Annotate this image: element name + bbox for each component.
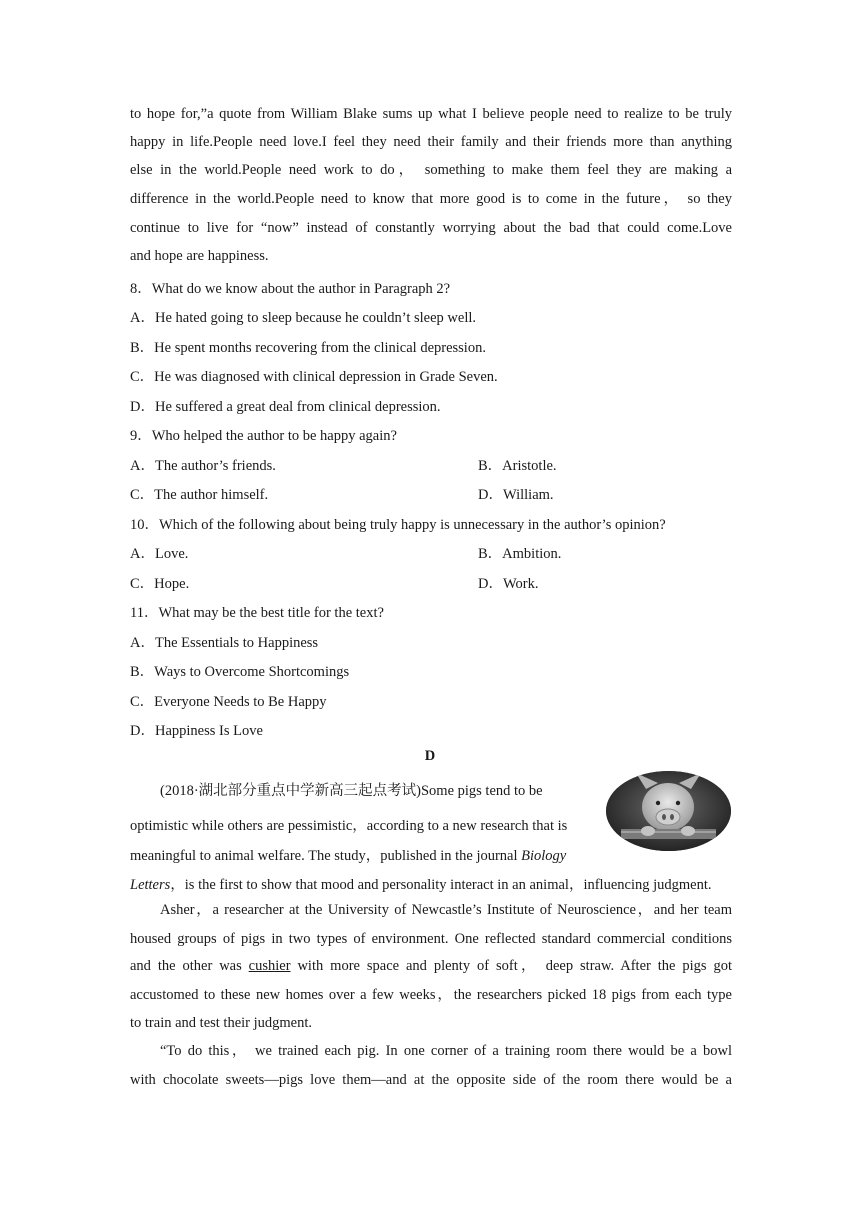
passage-d-p1-line-1: (2018·湖北部分重点中学新高三起点考试)Some pigs tend to be: [160, 783, 543, 799]
passage-d-p2-line-3-c: with more space and plenty of soft， deep straw. After the pigs got: [290, 958, 732, 974]
pig-illustration: [606, 771, 731, 851]
question-9-option-c: C．The author himself.: [130, 487, 269, 503]
passage-d-p2-line-3: [130, 952, 732, 981]
passage-d-p3-line-1: “To do this， we trained each pig. In one corner of a training room there would be a bowl: [160, 1043, 732, 1059]
passage-d-p2-line-1: Asher，a researcher at the University of Newcastle’s Institute of Neuroscience，and her team: [160, 902, 732, 918]
question-11-stem: 11．What may be the best title for the text?: [130, 605, 384, 621]
question-8-option-d: D．He suffered a great deal from clinical depression.: [130, 399, 441, 415]
underlined-word: cushier: [248, 958, 291, 974]
pig-photo: [606, 771, 731, 851]
passage-d-p1-line-3-text: meaningful to animal welfare. The study，published in the journal: [130, 848, 522, 864]
passage-d-p1-line-4-text: ，is the first to show that mood and personality interact in an animal，influencing judgment.: [170, 877, 712, 893]
question-8-stem: 8．What do we know about the author in Paragraph 2?: [130, 281, 451, 297]
passage-d-p2-line-2: housed groups of pigs in two types of environment. One reflected standard commercial conditions: [130, 931, 732, 947]
passage-d-p2-line-3-a: and the other was: [130, 958, 249, 974]
passage-d-p1-line-2: optimistic while others are pessimistic，according to a new research that is: [130, 818, 568, 834]
passage-d-p2-line-4: accustomed to these new homes over a few weeks，the researchers picked 18 pigs from each type: [130, 987, 732, 1003]
passage-d-p1-line-3: [130, 844, 566, 865]
intro-line-1: to hope for,”a quote from William Blake sums up what I believe people need to realize to be truly: [130, 106, 732, 122]
intro-line-5: continue to live for “now” instead of constantly worrying about the bad that could come.Love: [130, 220, 732, 236]
section-heading: D: [424, 748, 436, 764]
intro-line-4: difference in the world.People need to know that more good is to come in the future， so they: [130, 191, 732, 207]
intro-line-6: and hope are happiness.: [130, 248, 269, 264]
question-10-option-b: B．Ambition.: [478, 546, 562, 562]
intro-line-2: happy in life.People need love.I feel they need their family and their friends more than anything: [130, 134, 732, 150]
intro-line-3: else in the world.People need work to do， something to make them feel they are making a: [130, 162, 732, 178]
journal-name-part-2: Letters: [130, 877, 171, 893]
question-10-stem: 10．Which of the following about being truly happy is unnecessary in the author’s opinion?: [130, 517, 666, 533]
question-8-option-a: A．He hated going to sleep because he couldn’t sleep well.: [130, 310, 477, 326]
question-9-option-a: A．The author’s friends.: [130, 458, 276, 474]
question-10-option-a: A．Love.: [130, 546, 189, 562]
question-10-option-c: C．Hope.: [130, 576, 190, 592]
question-11-option-a: A．The Essentials to Happiness: [130, 635, 319, 651]
passage-d-p1-line-4: [130, 873, 712, 894]
question-9-option-b: B．Aristotle.: [478, 458, 557, 474]
question-11-option-d: D．Happiness Is Love: [130, 723, 263, 739]
question-10-option-d: D．Work.: [478, 576, 539, 592]
journal-name-part-1: Biology: [521, 848, 567, 864]
question-8-option-c: C．He was diagnosed with clinical depression in Grade Seven.: [130, 369, 498, 385]
question-11-option-b: B．Ways to Overcome Shortcomings: [130, 664, 350, 680]
question-8-option-b: B．He spent months recovering from the clinical depression.: [130, 340, 486, 356]
passage-d-p2-line-5: to train and test their judgment.: [130, 1015, 313, 1031]
passage-d-p3-line-2: with chocolate sweets—pigs love them—and at the opposite side of the room there would be a: [130, 1072, 732, 1088]
question-11-option-c: C．Everyone Needs to Be Happy: [130, 694, 327, 710]
question-9-stem: 9．Who helped the author to be happy again?: [130, 428, 397, 444]
question-9-option-d: D．William.: [478, 487, 554, 503]
